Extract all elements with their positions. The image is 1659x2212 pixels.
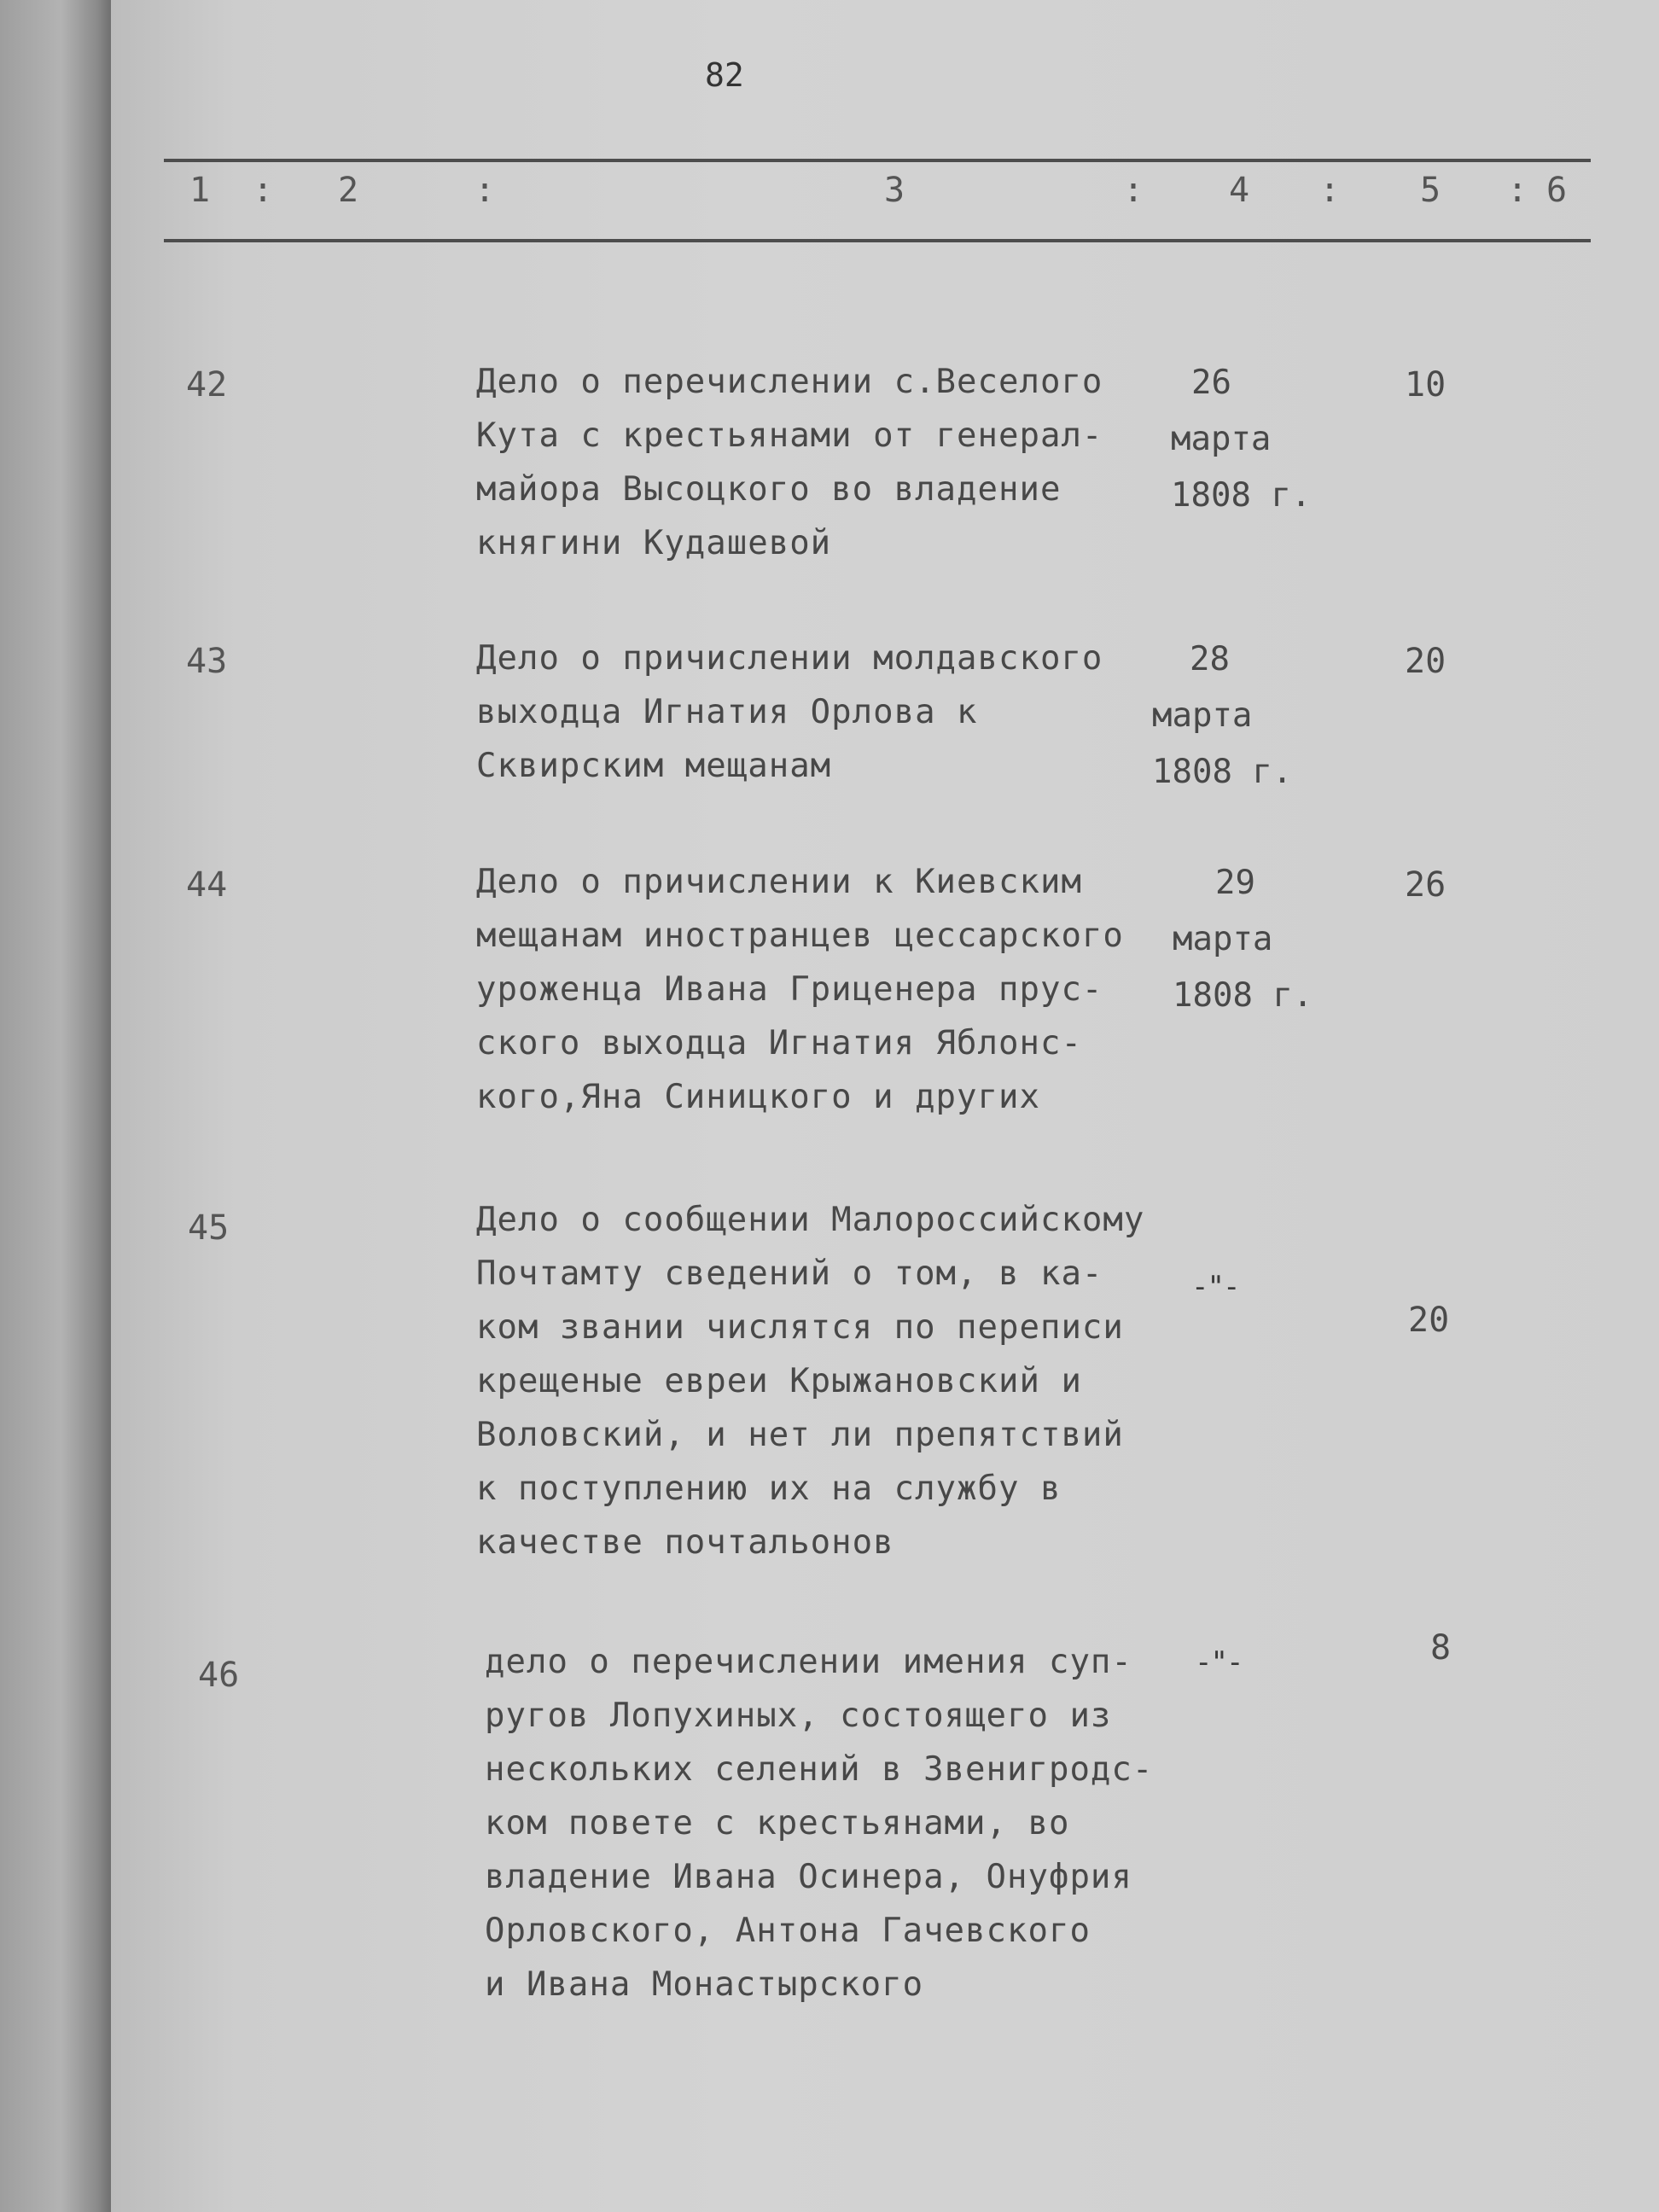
entry-description [485, 1635, 1219, 2011]
entry-number: 46 [198, 1656, 240, 1695]
date-day: 26 [1191, 364, 1231, 402]
entry-line: крещеные евреи Крыжановский и [476, 1362, 1082, 1400]
entry-description [476, 855, 1210, 1124]
date-month: марта [1173, 920, 1273, 958]
date-year: 1808 г. [1173, 976, 1313, 1015]
column-header-1: 1 [189, 171, 211, 210]
entry-line: Кута с крестьянами от генерал- [476, 416, 1103, 455]
entry-date [1171, 355, 1311, 524]
entry-line: качестве почтальонов [476, 1523, 894, 1562]
entry-line: княгини Кудашевой [476, 524, 832, 562]
entry-line: мещанам иностранцев цессарского [476, 917, 1124, 955]
entry-line: ком звании числятся по переписи [476, 1308, 1124, 1347]
column-separator: : [1319, 171, 1341, 210]
date-day: 29 [1215, 864, 1255, 902]
date-ditto-mark: -"- [1195, 1645, 1243, 1679]
date-month: марта [1171, 420, 1272, 458]
entry-line: Дело о перечислении с.Веселого [476, 363, 1103, 401]
entry-number: 44 [186, 865, 228, 905]
entry-line: майора Высоцкого во владение [476, 470, 1062, 509]
header-rule-bottom [164, 239, 1591, 242]
entry-number: 43 [186, 642, 228, 681]
entry-line: ругов Лопухиных, состоящего из [485, 1697, 1112, 1735]
date-day: 28 [1190, 640, 1230, 678]
column-header-2: 2 [338, 171, 359, 210]
entry-line: нескольких селений в Звенигродс- [485, 1750, 1154, 1789]
column-header-5: 5 [1420, 171, 1441, 210]
entry-number: 45 [188, 1208, 230, 1248]
entry-date [1173, 855, 1313, 1024]
entry-line: дело о перечислении имения суп- [485, 1643, 1132, 1681]
entry-line: Дело о причислении молдавского [476, 639, 1103, 678]
column-header-3: 3 [884, 171, 905, 210]
column-separator: : [1507, 171, 1528, 210]
date-year: 1808 г. [1171, 476, 1312, 515]
column-separator: : [1123, 171, 1144, 210]
column-header-6: 6 [1546, 171, 1568, 210]
entry-sheets: 8 [1430, 1628, 1452, 1668]
entry-line: Воловский, и нет ли препятствий [476, 1416, 1124, 1454]
entry-description [476, 632, 1210, 793]
date-ditto-mark: -"- [1191, 1270, 1239, 1304]
entry-sheets: 10 [1405, 365, 1447, 405]
entry-line: к поступлению их на службу в [476, 1470, 1062, 1508]
entry-line: Дело о сообщении Малороссийскому [476, 1201, 1145, 1239]
entry-line: Дело о причислении к Киевским [476, 863, 1082, 901]
entry-description [476, 1193, 1210, 1569]
entry-number: 42 [186, 365, 228, 405]
entry-date [1152, 632, 1292, 800]
entry-line: ком повете с крестьянами, во [485, 1804, 1070, 1842]
entry-line: владение Ивана Осинера, Онуфрия [485, 1858, 1132, 1896]
entry-line: кого,Яна Синицкого и других [476, 1078, 1040, 1116]
entry-line: Сквирским мещанам [476, 747, 832, 785]
column-separator: : [253, 171, 274, 210]
column-header-4: 4 [1229, 171, 1250, 210]
date-year: 1808 г. [1152, 753, 1293, 791]
entry-line: Орловского, Антона Гачевского [485, 1912, 1091, 1950]
entry-line: выходца Игнатия Орлова к [476, 693, 978, 731]
entry-sheets: 20 [1405, 642, 1447, 681]
date-month: марта [1152, 696, 1253, 735]
entry-line: уроженца Ивана Гриценера прус- [476, 970, 1103, 1009]
entry-sheets: 20 [1408, 1301, 1450, 1340]
header-rule-top [164, 159, 1591, 162]
entry-sheets: 26 [1405, 865, 1447, 905]
entry-line: Почтамту сведений о том, в ка- [476, 1254, 1103, 1293]
binding-spine [0, 0, 111, 2212]
page-number: 82 [705, 56, 744, 94]
entry-description [476, 355, 1210, 570]
entry-line: и Ивана Монастырского [485, 1965, 924, 2004]
entry-line: ского выходца Игнатия Яблонс- [476, 1024, 1082, 1062]
column-separator: : [474, 171, 496, 210]
